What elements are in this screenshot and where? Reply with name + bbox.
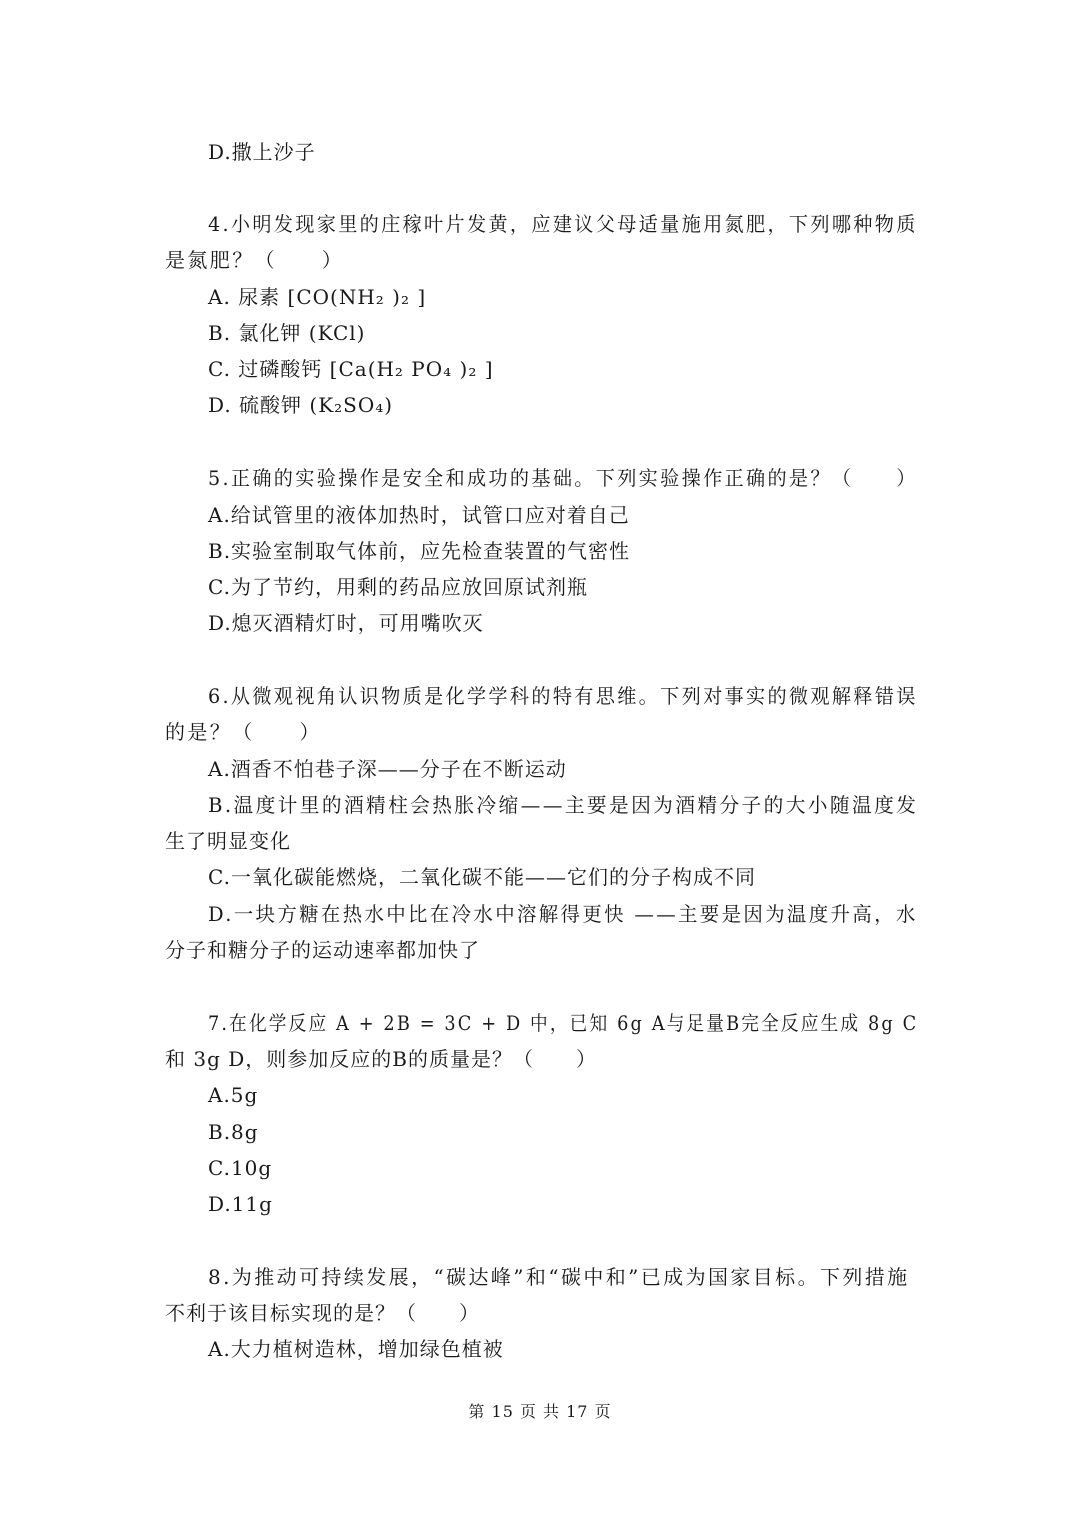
q4-option-a: A. 尿素 [CO(NH₂ )₂ ]: [208, 285, 427, 309]
q4-option-c: C. 过磷酸钙 [Ca(H₂ PO₄ )₂ ]: [208, 357, 494, 381]
q4-option-b: B. 氯化钾 (KCl): [208, 321, 366, 345]
q6-option-c: C.一氧化碳能燃烧，二氧化碳不能——它们的分子构成不同: [208, 865, 756, 889]
q6-stem-line2: 的是？（ ）: [165, 720, 322, 744]
q4-stem-line1: 4.小明发现家里的庄稼叶片发黄，应建议父母适量施用氮肥，下列哪种物质: [208, 212, 918, 236]
q7-option-d: D.11g: [208, 1192, 273, 1216]
q6-option-b-line2: 生了明显变化: [165, 829, 291, 853]
q8-stem-line2: 不利于该目标实现的是？（ ）: [165, 1301, 480, 1325]
q5-stem-line1: 5.正确的实验操作是安全和成功的基础。下列实验操作正确的是？（ ）: [208, 466, 918, 490]
q6-option-d-line2: 分子和糖分子的运动速率都加快了: [165, 938, 480, 962]
q7-option-a: A.5g: [208, 1083, 259, 1107]
q4-stem-line2: 是氮肥？（ ）: [165, 248, 345, 272]
q3-option-d: D.撒上沙子: [208, 140, 316, 164]
q6-option-b-line1: B.温度计里的酒精柱会热胀冷缩——主要是因为酒精分子的大小随温度发: [208, 793, 919, 817]
q6-option-a: A.酒香不怕巷子深——分子在不断运动: [208, 757, 567, 781]
q5-option-d: D.熄灭酒精灯时，可用嘴吹灭: [208, 611, 484, 635]
page-footer: 第 15 页 共 17 页: [468, 1402, 612, 1421]
q6-stem-line1: 6.从微观视角认识物质是化学学科的特有思维。下列对事实的微观解释错误: [208, 684, 918, 708]
q7-stem-line2: 和 3g D，则参加反应的B的质量是？（ ）: [165, 1047, 597, 1071]
q8-option-a: A.大力植树造林，增加绿色植被: [208, 1337, 504, 1361]
q7-option-c: C.10g: [208, 1156, 273, 1180]
q6-option-d-line1: D.一块方糖在热水中比在冷水中溶解得更快 ——主要是因为温度升高，水: [208, 902, 918, 926]
q7-option-b: B.8g: [208, 1120, 259, 1144]
q5-option-b: B.实验室制取气体前，应先检查装置的气密性: [208, 539, 631, 563]
q8-stem-line1: 8.为推动可持续发展，“碳达峰”和“碳中和”已成为国家目标。下列措施: [208, 1265, 910, 1289]
q4-option-d: D. 硫酸钾 (K₂SO₄): [208, 393, 394, 417]
q7-stem-line1: 7.在化学反应 A + 2B = 3C + D 中，已知 6g A与足量B完全反应生成 8g C: [208, 1011, 919, 1035]
q5-option-a: A.给试管里的液体加热时，试管口应对着自己: [208, 503, 630, 527]
q5-option-c: C.为了节约，用剩的药品应放回原试剂瓶: [208, 575, 588, 599]
